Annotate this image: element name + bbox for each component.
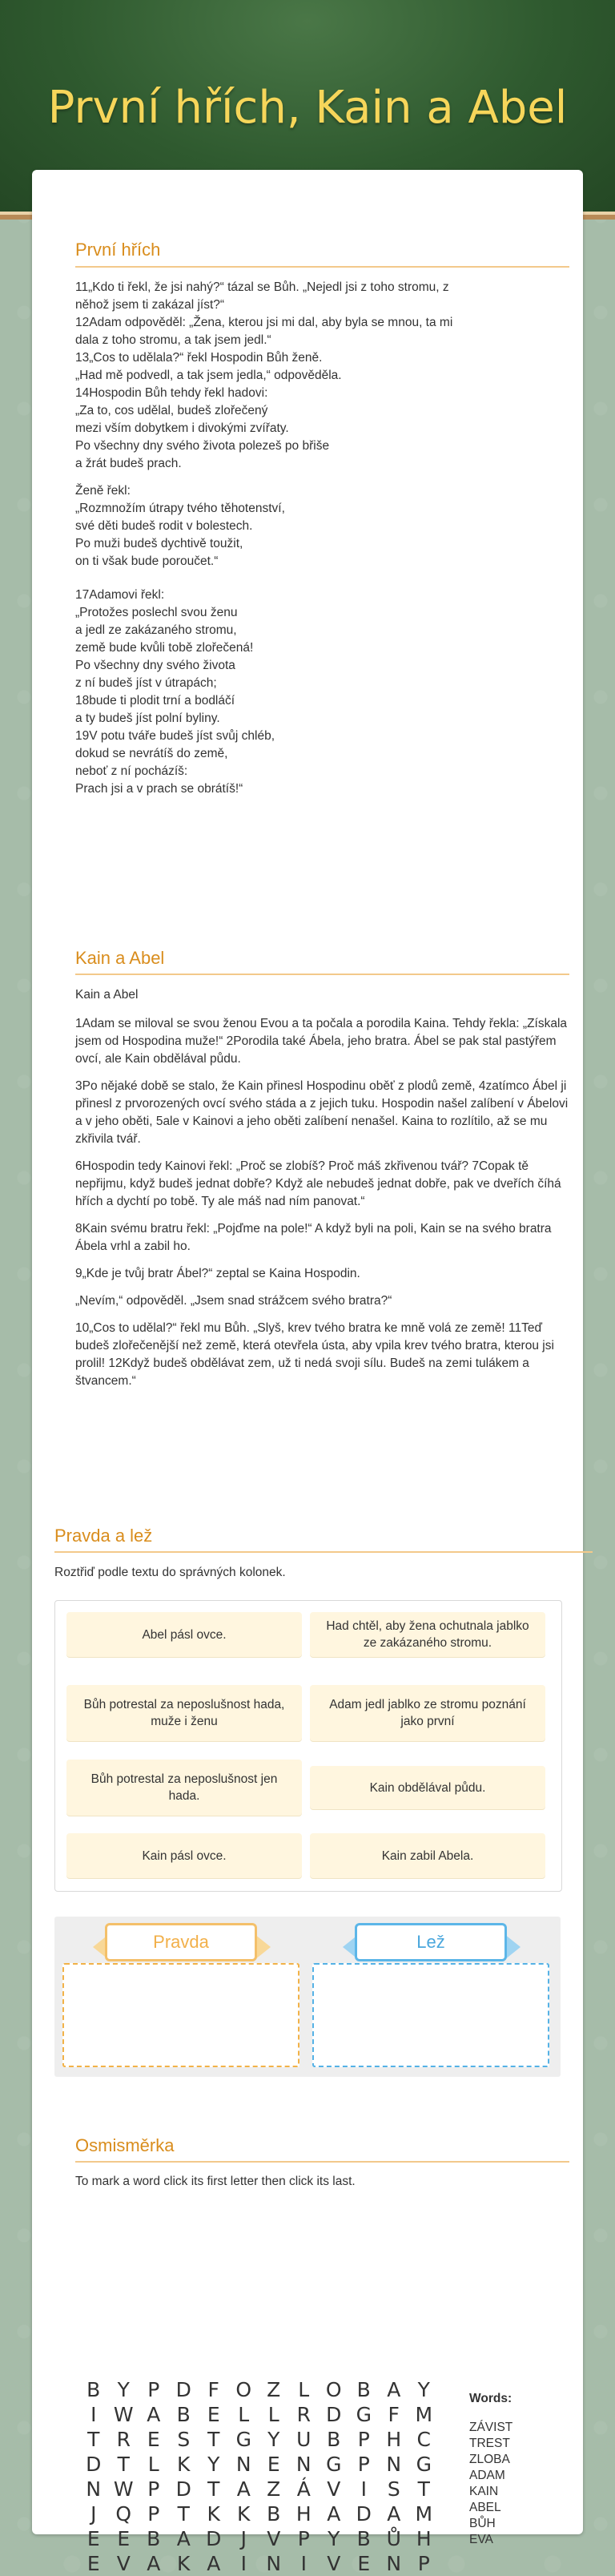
wordsearch-letter[interactable]: P bbox=[357, 2428, 370, 2451]
wordsearch-letter[interactable]: C bbox=[416, 2428, 431, 2451]
word-list-item: ZLOBA bbox=[469, 2453, 510, 2466]
wordsearch-letter[interactable]: Z bbox=[267, 2378, 281, 2401]
wordsearch-letter[interactable]: Ů bbox=[386, 2527, 401, 2550]
wordsearch-letter[interactable]: B bbox=[267, 2502, 281, 2526]
word-list bbox=[469, 2391, 512, 2548]
text-line: Po všechny dny svého života polezeš po břiše bbox=[75, 439, 330, 453]
wordsearch-letter[interactable]: Y bbox=[328, 2527, 340, 2550]
wordsearch-letter[interactable]: R bbox=[116, 2428, 131, 2451]
wordsearch-letter[interactable]: T bbox=[177, 2502, 190, 2526]
wordsearch-letter[interactable]: S bbox=[177, 2428, 191, 2451]
pravda-label: Pravda bbox=[105, 1923, 257, 1961]
word-list-item: TREST bbox=[469, 2437, 510, 2450]
wordsearch-letter[interactable]: I bbox=[240, 2552, 247, 2575]
wordsearch-letter[interactable]: M bbox=[415, 2502, 433, 2526]
wordsearch-letter[interactable]: G bbox=[356, 2403, 372, 2426]
text-line: neboť z ní pocházíš: bbox=[75, 764, 188, 778]
wordsearch-letter[interactable]: T bbox=[417, 2477, 430, 2501]
wordsearch-letter[interactable]: A bbox=[147, 2552, 161, 2575]
section-divider bbox=[54, 1551, 593, 1553]
wordsearch-letter[interactable]: B bbox=[147, 2527, 161, 2550]
wordsearch-letter[interactable]: P bbox=[417, 2552, 430, 2575]
text-line: 11„Kdo ti řekl, že jsi nahý?“ tázal se Bůh. „Nejedl jsi z toho stromu, z bbox=[75, 280, 449, 294]
wordsearch-letter[interactable]: B bbox=[356, 2378, 371, 2401]
wordsearch-letter[interactable]: E bbox=[267, 2453, 280, 2476]
text-line: něhož jsem ti zakázal jíst?“ bbox=[75, 298, 225, 312]
draggable-tile[interactable]: Had chtěl, aby žena ochutnala jablko ze zakázaného stromu. bbox=[310, 1612, 545, 1657]
wordsearch-letter[interactable]: P bbox=[297, 2527, 310, 2550]
wordsearch-letter[interactable]: L bbox=[267, 2403, 279, 2426]
wordsearch-letter[interactable]: E bbox=[86, 2527, 100, 2550]
wordsearch-letter[interactable]: N bbox=[235, 2453, 251, 2476]
wordsearch-letter[interactable]: G bbox=[326, 2453, 342, 2476]
page-title: První hřích, Kain a Abel bbox=[47, 82, 568, 134]
text-line: a žrát budeš prach. bbox=[75, 457, 182, 470]
wordsearch-letter[interactable]: P bbox=[357, 2453, 370, 2476]
wordsearch-letter[interactable]: A bbox=[147, 2403, 161, 2426]
wordsearch-letter[interactable]: N bbox=[266, 2552, 282, 2575]
wordsearch-letter[interactable]: P bbox=[147, 2502, 160, 2526]
wordsearch-instruction: To mark a word click its first letter then click its last. bbox=[75, 2175, 356, 2188]
draggable-tile[interactable]: Bůh potrestal za neposlušnost jen hada. bbox=[66, 1760, 302, 1816]
word-list-item: ADAM bbox=[469, 2469, 505, 2482]
wordsearch-letter[interactable]: O bbox=[235, 2378, 252, 2401]
section-text-prvni-hrich bbox=[75, 279, 569, 798]
wordsearch-letter[interactable]: V bbox=[327, 2477, 341, 2501]
wordsearch-letter[interactable]: F bbox=[388, 2403, 400, 2426]
word-list-item: KAIN bbox=[469, 2485, 499, 2498]
wordsearch-letter[interactable]: A bbox=[387, 2378, 401, 2401]
section-divider bbox=[75, 266, 569, 268]
text-line: „Had mě podvedl, a tak jsem jedla,“ odpověděla. bbox=[75, 369, 342, 382]
ribbon-tail bbox=[255, 1934, 271, 1960]
wordsearch-letter[interactable]: D bbox=[175, 2378, 191, 2401]
word-list-item: ZÁVIST bbox=[469, 2421, 513, 2434]
wordsearch-letter[interactable]: K bbox=[177, 2453, 191, 2476]
wordsearch-letter[interactable]: N bbox=[386, 2552, 402, 2575]
lez-label: Lež bbox=[355, 1923, 507, 1961]
text-line: dokud se nevrátíš do země, bbox=[75, 747, 228, 760]
wordsearch-letter[interactable]: S bbox=[387, 2477, 400, 2501]
wordsearch-letter[interactable]: W bbox=[113, 2477, 134, 2501]
draggable-tile[interactable]: Kain zabil Abela. bbox=[310, 1833, 545, 1878]
wordsearch-letter[interactable]: P bbox=[147, 2378, 160, 2401]
ribbon-tail bbox=[504, 1934, 521, 1960]
wordsearch-letter[interactable]: U bbox=[296, 2428, 312, 2451]
subtitle: Kain a Abel bbox=[75, 988, 139, 1002]
wordsearch-letter[interactable]: A bbox=[387, 2502, 401, 2526]
wordsearch-letter[interactable]: K bbox=[207, 2502, 220, 2526]
wordsearch-letter[interactable]: P bbox=[147, 2477, 160, 2501]
text-block bbox=[75, 482, 569, 570]
draggable-tile[interactable]: Adam jedl jablko ze stromu poznání jako první bbox=[310, 1685, 545, 1741]
wordsearch-letter[interactable]: B bbox=[86, 2378, 101, 2401]
section-title-osmismerka: Osmisměrka bbox=[75, 2135, 175, 2155]
wordsearch-letter[interactable]: O bbox=[325, 2378, 342, 2401]
wordsearch-letter[interactable]: Y bbox=[417, 2378, 430, 2401]
text-block bbox=[75, 587, 569, 798]
wordsearch-letter[interactable]: R bbox=[296, 2403, 311, 2426]
wordsearch-letter[interactable]: A bbox=[236, 2477, 251, 2501]
text-line: „Za to, cos udělal, budeš zlořečený bbox=[75, 404, 268, 417]
wordsearch-letter[interactable]: T bbox=[207, 2477, 220, 2501]
wordsearch-letter[interactable]: Y bbox=[207, 2453, 220, 2476]
word-list-item: ABEL bbox=[469, 2501, 501, 2514]
draggable-tile[interactable]: Bůh potrestal za neposlušnost hada, muže i ženu bbox=[66, 1685, 302, 1741]
text-line: a ty budeš jíst polní byliny. bbox=[75, 712, 220, 725]
wordsearch-letter[interactable]: A bbox=[207, 2552, 221, 2575]
wordsearch-letter[interactable]: T bbox=[207, 2428, 220, 2451]
sort-targets bbox=[54, 1917, 561, 2077]
text-line: 13„Cos to udělala?“ řekl Hospodin Bůh ženě. bbox=[75, 351, 323, 365]
text-line: Prach jsi a v prach se obrátíš!“ bbox=[75, 782, 243, 796]
word-list-item: EVA bbox=[469, 2533, 493, 2546]
wordsearch-grid bbox=[78, 2377, 439, 2576]
wordsearch-letter[interactable]: T bbox=[117, 2453, 130, 2476]
wordsearch-letter[interactable]: Y bbox=[117, 2378, 130, 2401]
text-line: 12Adam odpověděl: „Žena, kterou jsi mi dal, aby byla se mnou, ta mi bbox=[75, 316, 453, 329]
wordsearch-letter[interactable]: E bbox=[207, 2403, 220, 2426]
text-line: z ní budeš jíst v útrapách; bbox=[75, 676, 217, 690]
wordsearch-letter[interactable]: V bbox=[116, 2552, 131, 2575]
wordsearch-letter[interactable]: I bbox=[300, 2552, 307, 2575]
drop-zone-lez[interactable] bbox=[312, 1963, 549, 2067]
drop-zone-pravda[interactable] bbox=[62, 1963, 299, 2067]
draggable-tile[interactable]: Kain obdělával půdu. bbox=[310, 1766, 545, 1809]
text-line: a jedl ze zakázaného stromu, bbox=[75, 623, 237, 637]
section-divider bbox=[75, 974, 569, 975]
section-text-kain-a-abel bbox=[75, 986, 569, 1400]
word-list-items bbox=[469, 2420, 512, 2548]
draggable-tile[interactable]: Kain pásl ovce. bbox=[66, 1833, 302, 1878]
wordsearch-letter[interactable]: Y bbox=[267, 2428, 280, 2451]
text-line: mezi vším dobytkem i divokými zvířaty. bbox=[75, 421, 289, 435]
wordsearch-letter[interactable]: L bbox=[238, 2403, 250, 2426]
paragraph: 10„Cos to udělal?“ řekl mu Bůh. „Slyš, krev tvého bratra ke mně volá ze země! 11Teď budeš zlořečenější než země, která otevřela ústa, aby vpila krev tvého bratra, kterou jsi prolil! 12Když budeš obdělávat zem, už ti nedá svoji sílu. Budeš na zemi tulákem a štvancem.“ bbox=[75, 1321, 554, 1388]
wordsearch-letter[interactable]: H bbox=[295, 2502, 312, 2526]
wordsearch-letter[interactable]: E bbox=[86, 2552, 100, 2575]
section-title-pravda-a-lez: Pravda a lež bbox=[54, 1526, 153, 1546]
section-title-prvni-hrich: První hřích bbox=[75, 240, 161, 260]
text-line: Po všechny dny svého života bbox=[75, 659, 235, 672]
word-list-item: BŮH bbox=[469, 2517, 496, 2530]
content-card bbox=[32, 170, 583, 2575]
wordsearch-letter[interactable]: E bbox=[357, 2552, 371, 2575]
text-block bbox=[75, 279, 569, 473]
wordsearch-letter[interactable]: V bbox=[327, 2552, 341, 2575]
wordsearch-letter[interactable]: N bbox=[86, 2477, 102, 2501]
sort-instruction: Roztřiď podle textu do správných kolonek. bbox=[54, 1566, 286, 1579]
wordsearch-letter[interactable]: W bbox=[113, 2403, 134, 2426]
wordsearch-letter[interactable]: K bbox=[177, 2552, 191, 2575]
text-line: Ženě řekl: bbox=[75, 484, 131, 498]
text-line: 18bude ti plodit trní a bodláčí bbox=[75, 694, 235, 707]
wordsearch-letter[interactable]: D bbox=[206, 2527, 222, 2550]
wordsearch-letter[interactable]: K bbox=[237, 2502, 251, 2526]
wordsearch-letter[interactable]: N bbox=[295, 2453, 312, 2476]
wordsearch-letter[interactable]: J bbox=[90, 2502, 97, 2526]
draggable-tile[interactable]: Abel pásl ovce. bbox=[66, 1612, 302, 1657]
wordsearch-letter[interactable]: D bbox=[175, 2477, 191, 2501]
wordsearch-letter[interactable]: H bbox=[386, 2428, 402, 2451]
wordsearch-letter[interactable]: B bbox=[176, 2403, 191, 2426]
tiles-pool bbox=[54, 1600, 562, 1892]
paragraph: 9„Kde je tvůj bratr Ábel?“ zeptal se Kaina Hospodin. bbox=[75, 1267, 360, 1280]
wordsearch-letter[interactable]: B bbox=[356, 2527, 371, 2550]
wordsearch-letter[interactable]: A bbox=[176, 2527, 191, 2550]
wordsearch-letter[interactable]: Z bbox=[267, 2477, 281, 2501]
paragraph: 6Hospodin tedy Kainovi řekl: „Proč se zlobíš? Proč máš zkřivenou tvář? 7Copak tě nepřijmu, když budeš jednat dobře? Když ale nebudeš jednat dobře, pak ve dveřích číhá hřích a dychtí po tobě. Ty ale máš nad ním panovat.“ bbox=[75, 1159, 561, 1208]
paragraph: „Nevím,“ odpověděl. „Jsem snad strážcem svého bratra?“ bbox=[75, 1294, 392, 1308]
wordsearch-letter[interactable]: M bbox=[415, 2403, 433, 2426]
paragraph: 8Kain svému bratru řekl: „Pojďme na pole!“ A když byli na poli, Kain se na svého bratra Ábela vrhl a zabil ho. bbox=[75, 1222, 552, 1253]
text-line: 14Hospodin Bůh tehdy řekl hadovi: bbox=[75, 386, 268, 400]
wordsearch-letter[interactable]: E bbox=[147, 2428, 160, 2451]
text-line: své děti budeš rodit v bolestech. bbox=[75, 519, 253, 533]
text-line: 19V potu tváře budeš jíst svůj chléb, bbox=[75, 729, 275, 743]
wordsearch-letter[interactable]: D bbox=[356, 2502, 372, 2526]
wordsearch-letter[interactable]: D bbox=[326, 2403, 342, 2426]
wordsearch-letter[interactable]: F bbox=[207, 2378, 219, 2401]
wordsearch-letter[interactable]: I bbox=[90, 2403, 97, 2426]
wordsearch-letter[interactable]: E bbox=[117, 2527, 131, 2550]
wordsearch-letter[interactable]: H bbox=[416, 2527, 432, 2550]
wordsearch-letter[interactable]: I bbox=[360, 2477, 367, 2501]
paragraph: 3Po nějaké době se stalo, že Kain přinesl Hospodinu oběť z plodů země, 4zatímco Ábel ji přinesl z prvorozených ovcí svého stáda a z jejich tuku. Hospodin našel zalíbení v Ábelovi a v jeho oběti, 5ale v Kainovi a jeho oběti zalíbení nenašel. Kaina to rozlítilo, až se mu zkřivila tvář. bbox=[75, 1079, 569, 1146]
wordsearch-letter[interactable]: Q bbox=[115, 2502, 132, 2526]
wordsearch-letter[interactable]: V bbox=[267, 2527, 281, 2550]
wordsearch-letter[interactable]: A bbox=[327, 2502, 341, 2526]
text-line: „Rozmnožím útrapy tvého těhotenství, bbox=[75, 502, 285, 515]
wordsearch-letter[interactable]: L bbox=[298, 2378, 310, 2401]
wordsearch-letter[interactable]: G bbox=[235, 2428, 251, 2451]
text-line: on ti však bude poroučet.“ bbox=[75, 554, 219, 568]
wordsearch-letter[interactable]: D bbox=[86, 2453, 102, 2476]
wordsearch-letter[interactable]: G bbox=[416, 2453, 432, 2476]
wordsearch-letter[interactable]: T bbox=[87, 2428, 100, 2451]
text-line: „Protožes poslechl svou ženu bbox=[75, 606, 238, 619]
text-line: země bude kvůli tobě zlořečená! bbox=[75, 641, 254, 655]
wordsearch-letter[interactable]: Á bbox=[296, 2477, 311, 2501]
wordsearch-letter[interactable]: J bbox=[240, 2527, 247, 2550]
section-divider bbox=[75, 2161, 569, 2163]
wordsearch-letter[interactable]: B bbox=[327, 2428, 341, 2451]
wordsearch-letter[interactable]: L bbox=[147, 2453, 159, 2476]
word-list-heading: Words: bbox=[469, 2392, 512, 2405]
paragraph: 1Adam se miloval se svou ženou Evou a ta počala a porodila Kaina. Tehdy řekla: „Získala jsem od Hospodina muže!“ 2Porodila také Ábela, jeho bratra. Ábel se pak stal pastýřem ovcí, ale Kain obdělával půdu. bbox=[75, 1017, 568, 1066]
text-line: dala z toho stromu, a tak jsem jedl.“ bbox=[75, 333, 271, 347]
text-line: 17Adamovi řekl: bbox=[75, 588, 165, 602]
wordsearch-letter[interactable]: N bbox=[386, 2453, 402, 2476]
section-title-kain-a-abel: Kain a Abel bbox=[75, 948, 165, 968]
text-line: Po muži budeš dychtivě toužit, bbox=[75, 537, 243, 550]
